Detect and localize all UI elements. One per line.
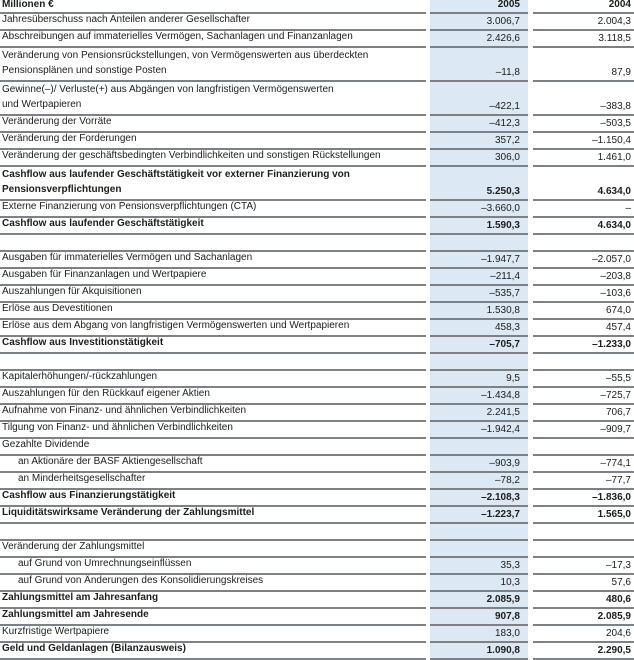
table-row bbox=[0, 643, 634, 660]
table-row bbox=[0, 269, 634, 286]
value-2004 bbox=[533, 524, 634, 541]
row-label-line: Erlöse aus Devestitionen bbox=[2, 303, 113, 314]
row-label bbox=[0, 218, 426, 235]
row-label bbox=[0, 490, 426, 507]
value-2005 bbox=[430, 354, 528, 371]
value-2004: –2.057,0 bbox=[533, 252, 634, 269]
value-2004: –1.233,0 bbox=[533, 337, 634, 354]
row-label-line: auf Grund von Änderungen des Konsolidierungskreises bbox=[18, 575, 264, 586]
row-label bbox=[0, 14, 426, 31]
row-label-line: Geld und Geldanlagen (Bilanzausweis) bbox=[2, 643, 186, 654]
row-label bbox=[0, 609, 426, 626]
row-label-line: Veränderung der Zahlungsmittel bbox=[2, 541, 145, 552]
value-2004: 4.634,0 bbox=[533, 218, 634, 235]
row-label bbox=[0, 201, 426, 218]
row-label-line: Auszahlungen für Akquisitionen bbox=[2, 286, 142, 297]
value-2005: –422,1 bbox=[430, 82, 528, 116]
column-header-millions bbox=[0, 0, 426, 14]
value-2004: –909,7 bbox=[533, 422, 634, 439]
value-2004: –774,1 bbox=[533, 456, 634, 473]
value-2005: 458,3 bbox=[430, 320, 528, 337]
row-label-line: Erlöse aus dem Abgang von langfristigen Vermögenswerten und Wertpapieren bbox=[2, 320, 350, 331]
table-row bbox=[0, 303, 634, 320]
value-2005: –2.108,3 bbox=[430, 490, 528, 507]
row-label-line: Gezahlte Dividende bbox=[2, 439, 90, 450]
value-2005: 3.006,7 bbox=[430, 14, 528, 31]
row-label bbox=[0, 354, 426, 371]
row-label bbox=[0, 541, 426, 558]
table-row bbox=[0, 150, 634, 167]
row-label-line: Veränderung der geschäftsbedingten Verbindlichkeiten und sonstigen Rückstellungen bbox=[2, 150, 381, 161]
row-label-line: Veränderung von Pensionsrückstellungen, von Vermögenswerten aus überdeckten bbox=[2, 50, 369, 61]
table-row bbox=[0, 609, 634, 626]
row-label-line: Cashflow aus Finanzierungstätigkeit bbox=[2, 490, 176, 501]
row-label bbox=[0, 235, 426, 252]
row-label-line: und Wertpapieren bbox=[2, 99, 82, 110]
table-header-row bbox=[0, 0, 634, 14]
row-label-line: Ausgaben für Finanzanlagen und Wertpapiere bbox=[2, 269, 207, 280]
column-header-2005 bbox=[430, 0, 528, 14]
table-row bbox=[0, 167, 634, 201]
row-label bbox=[0, 337, 426, 354]
value-2004: 1.565,0 bbox=[533, 507, 634, 524]
value-2004: 706,7 bbox=[533, 405, 634, 422]
row-label bbox=[0, 320, 426, 337]
row-label-line: Pensionsplänen und sonstige Posten bbox=[2, 65, 167, 76]
value-2005 bbox=[430, 235, 528, 252]
value-2005: –1.942,4 bbox=[430, 422, 528, 439]
row-label-line: an Minderheitsgesellschafter bbox=[18, 473, 146, 484]
table-row bbox=[0, 133, 634, 150]
value-2004: –203,8 bbox=[533, 269, 634, 286]
value-2004: 3.118,5 bbox=[533, 31, 634, 48]
value-2004 bbox=[533, 354, 634, 371]
column-header-millions-label: Millionen € bbox=[2, 0, 54, 10]
table-row bbox=[0, 592, 634, 609]
table-row bbox=[0, 48, 634, 82]
row-label bbox=[0, 558, 426, 575]
table-row bbox=[0, 388, 634, 405]
value-2005: 907,8 bbox=[430, 609, 528, 626]
table-row bbox=[0, 626, 634, 643]
table-row bbox=[0, 405, 634, 422]
row-label bbox=[0, 626, 426, 643]
table-row bbox=[0, 422, 634, 439]
value-2004: – bbox=[533, 201, 634, 218]
table-row bbox=[0, 575, 634, 592]
value-2005: 5.250,3 bbox=[430, 167, 528, 201]
row-label-line: Cashflow aus laufender Geschäftstätigkeit vor externer Finanzierung von bbox=[2, 169, 350, 180]
table-row bbox=[0, 439, 634, 456]
value-2004: 4.634,0 bbox=[533, 167, 634, 201]
table-row bbox=[0, 218, 634, 235]
value-2004: 1.461,0 bbox=[533, 150, 634, 167]
value-2004: 2.004,3 bbox=[533, 14, 634, 31]
value-2004: 457,4 bbox=[533, 320, 634, 337]
row-label bbox=[0, 405, 426, 422]
value-2004 bbox=[533, 541, 634, 558]
row-label bbox=[0, 286, 426, 303]
spacer-row bbox=[0, 354, 634, 371]
value-2004: –383,8 bbox=[533, 82, 634, 116]
value-2005 bbox=[430, 541, 528, 558]
row-label bbox=[0, 371, 426, 388]
value-2005: –1.434,8 bbox=[430, 388, 528, 405]
value-2005: –11,8 bbox=[430, 48, 528, 82]
row-label-line: Auszahlungen für den Rückkauf eigener Aktien bbox=[2, 388, 210, 399]
row-label bbox=[0, 82, 426, 116]
table-row bbox=[0, 201, 634, 218]
value-2005: –78,2 bbox=[430, 473, 528, 490]
value-2005: –412,3 bbox=[430, 116, 528, 133]
row-label bbox=[0, 48, 426, 82]
row-label-line: Tilgung von Finanz- und ähnlichen Verbindlichkeiten bbox=[2, 422, 233, 433]
row-label bbox=[0, 473, 426, 490]
table-row bbox=[0, 116, 634, 133]
row-label bbox=[0, 388, 426, 405]
row-label-line: Veränderung der Forderungen bbox=[2, 133, 137, 144]
row-label bbox=[0, 269, 426, 286]
value-2005: –1.223,7 bbox=[430, 507, 528, 524]
row-label bbox=[0, 524, 426, 541]
value-2005: 1.530,8 bbox=[430, 303, 528, 320]
row-label bbox=[0, 575, 426, 592]
value-2005 bbox=[430, 439, 528, 456]
row-label bbox=[0, 507, 426, 524]
table-row bbox=[0, 473, 634, 490]
value-2005: 357,2 bbox=[430, 133, 528, 150]
row-label-line: Zahlungsmittel am Jahresende bbox=[2, 609, 149, 620]
value-2005: –903,9 bbox=[430, 456, 528, 473]
table-row bbox=[0, 371, 634, 388]
table-row bbox=[0, 490, 634, 507]
value-2005: 2.426,6 bbox=[430, 31, 528, 48]
row-label bbox=[0, 303, 426, 320]
value-2005: 2.085,9 bbox=[430, 592, 528, 609]
value-2005: –1.947,7 bbox=[430, 252, 528, 269]
table-row bbox=[0, 456, 634, 473]
value-2004: –17,3 bbox=[533, 558, 634, 575]
value-2004: 2.085,9 bbox=[533, 609, 634, 626]
table-body bbox=[0, 14, 634, 660]
row-label-line: Ausgaben für immaterielles Vermögen und Sachanlagen bbox=[2, 252, 253, 263]
value-2005: 35,3 bbox=[430, 558, 528, 575]
value-2005: 9,5 bbox=[430, 371, 528, 388]
row-label-line: auf Grund von Umrechnungseinflüssen bbox=[18, 558, 192, 569]
row-label-line: Kapitalerhöhungen/-rückzahlungen bbox=[2, 371, 158, 382]
row-label bbox=[0, 116, 426, 133]
value-2004: –1.150,4 bbox=[533, 133, 634, 150]
row-label-line: Kurzfristige Wertpapiere bbox=[2, 626, 110, 637]
value-2005: 2.241,5 bbox=[430, 405, 528, 422]
table-row bbox=[0, 558, 634, 575]
row-label bbox=[0, 592, 426, 609]
row-label-line: Aufnahme von Finanz- und ähnlichen Verbindlichkeiten bbox=[2, 405, 247, 416]
value-2004: 480,6 bbox=[533, 592, 634, 609]
value-2004: 204,6 bbox=[533, 626, 634, 643]
table-row bbox=[0, 320, 634, 337]
row-label bbox=[0, 31, 426, 48]
spacer-row bbox=[0, 524, 634, 541]
value-2005 bbox=[430, 524, 528, 541]
value-2004: –55,5 bbox=[533, 371, 634, 388]
value-2004: –503,5 bbox=[533, 116, 634, 133]
value-2005: 10,3 bbox=[430, 575, 528, 592]
value-2005: –535,7 bbox=[430, 286, 528, 303]
row-label bbox=[0, 150, 426, 167]
table-row bbox=[0, 541, 634, 558]
value-2005: 1.590,3 bbox=[430, 218, 528, 235]
value-2005: –211,4 bbox=[430, 269, 528, 286]
row-label-line: Jahresüberschuss nach Anteilen anderer Gesellschafter bbox=[2, 14, 250, 25]
row-label bbox=[0, 643, 426, 660]
row-label bbox=[0, 167, 426, 201]
row-label-line: Externe Finanzierung von Pensionsverpflichtungen (CTA) bbox=[2, 201, 257, 212]
row-label-line: an Aktionäre der BASF Aktiengesellschaft bbox=[18, 456, 203, 467]
column-header-2004 bbox=[533, 0, 634, 14]
row-label-line: Cashflow aus Investitionstätigkeit bbox=[2, 337, 164, 348]
row-label bbox=[0, 133, 426, 150]
value-2005: 1.090,8 bbox=[430, 643, 528, 660]
table-row bbox=[0, 252, 634, 269]
value-2004: –103,6 bbox=[533, 286, 634, 303]
value-2005: 306,0 bbox=[430, 150, 528, 167]
value-2004: 2.290,5 bbox=[533, 643, 634, 660]
table-row bbox=[0, 14, 634, 31]
row-label bbox=[0, 252, 426, 269]
column-header-2005-label: 2005 bbox=[497, 0, 520, 10]
row-label bbox=[0, 422, 426, 439]
value-2004: –725,7 bbox=[533, 388, 634, 405]
row-label-line: Liquiditätswirksame Veränderung der Zahlungsmittel bbox=[2, 507, 255, 518]
table-row bbox=[0, 31, 634, 48]
row-label-line: Gewinne(–)/ Verluste(+) aus Abgängen von langfristigen Vermögenswerten bbox=[2, 84, 334, 95]
value-2004: –77,7 bbox=[533, 473, 634, 490]
value-2005: 183,0 bbox=[430, 626, 528, 643]
row-label-line: Cashflow aus laufender Geschäftstätigkeit bbox=[2, 218, 204, 229]
row-label bbox=[0, 439, 426, 456]
value-2004: 57,6 bbox=[533, 575, 634, 592]
value-2004 bbox=[533, 439, 634, 456]
row-label-line: Abschreibungen auf immaterielles Vermögen, Sachanlagen und Finanzanlagen bbox=[2, 31, 353, 42]
row-label-line: Zahlungsmittel am Jahresanfang bbox=[2, 592, 159, 603]
row-label-line: Veränderung der Vorräte bbox=[2, 116, 112, 127]
table-row bbox=[0, 337, 634, 354]
value-2004 bbox=[533, 235, 634, 252]
table-row bbox=[0, 507, 634, 524]
row-label bbox=[0, 456, 426, 473]
spacer-row bbox=[0, 235, 634, 252]
value-2004: 87,9 bbox=[533, 48, 634, 82]
value-2004: –1.836,0 bbox=[533, 490, 634, 507]
column-header-2004-label: 2004 bbox=[608, 0, 631, 10]
table-row bbox=[0, 286, 634, 303]
value-2005: –705,7 bbox=[430, 337, 528, 354]
row-label-line: Pensionsverpflichtungen bbox=[2, 184, 122, 195]
value-2004: 674,0 bbox=[533, 303, 634, 320]
value-2005: –3.660,0 bbox=[430, 201, 528, 218]
table-row bbox=[0, 82, 634, 116]
